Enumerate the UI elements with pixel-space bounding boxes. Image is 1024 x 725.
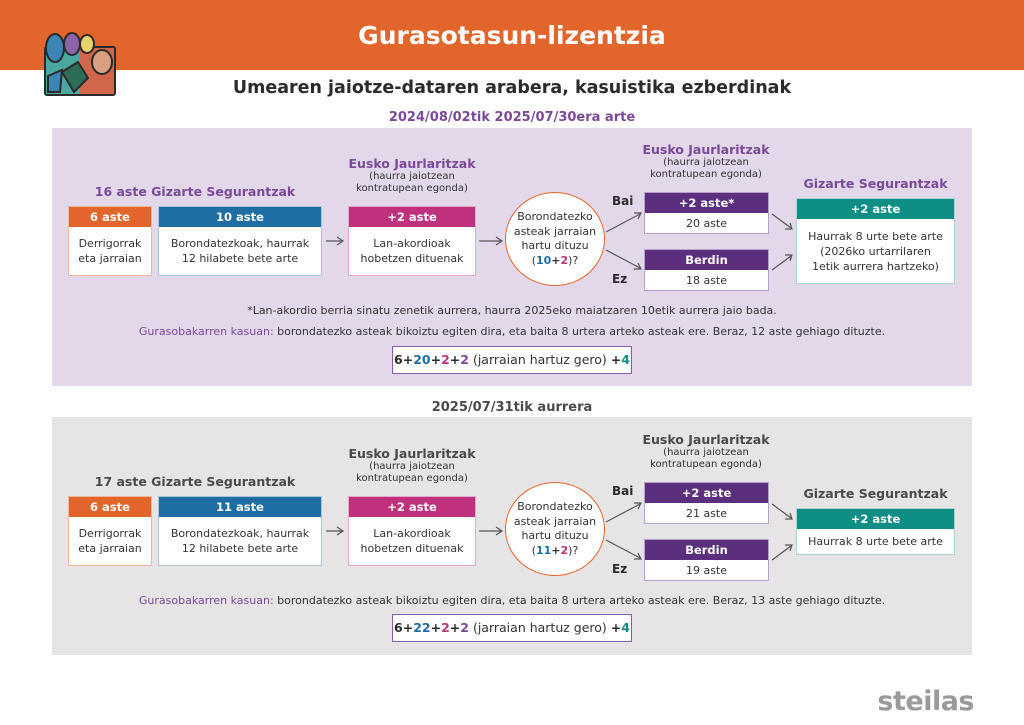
p2-box-no bbox=[644, 539, 769, 581]
p1-yes-label: Bai bbox=[612, 194, 634, 208]
p1-arrow-2 bbox=[478, 235, 504, 247]
p1-footnote: *Lan-akordio berria sinatu zenetik aurrera, haurra 2025eko maiatzaren 10etik aurrera jaio bada. bbox=[247, 304, 777, 317]
p2-box-yes bbox=[644, 482, 769, 524]
p2-box-no-body: 19 aste bbox=[685, 563, 728, 577]
p2-question-oval: Borondatezko asteak jarraian hartu dituzu (11+2)? bbox=[505, 482, 605, 576]
p2-gov-title: Eusko Jaurlaritzak (haurra jaiotzean kontratupean egonda) bbox=[348, 446, 476, 484]
p1-box-agreement-head: +2 aste bbox=[349, 207, 475, 227]
p1-box-yes bbox=[644, 192, 769, 234]
p1-box-no-head: Berdin bbox=[645, 250, 768, 270]
p2-arrow-1 bbox=[325, 525, 345, 537]
p2-box-agreement-head: +2 aste bbox=[349, 497, 475, 517]
p2-box-mandatory-head: 6 aste bbox=[69, 497, 151, 517]
p2-single-parent-note: Gurasobakarren kasuan: borondatezko asteak bikoiztu egiten dira, eta baita 8 urtera arteko asteak ere. Beraz, 13 aste gehiago dituzte. bbox=[138, 594, 886, 607]
p1-merge-arrows bbox=[771, 212, 795, 272]
subtitle: Umearen jaiotze-dataren arabera, kasuistika ezberdinak bbox=[232, 78, 792, 98]
p1-box-mandatory bbox=[68, 206, 152, 276]
p2-box-mandatory bbox=[68, 496, 152, 566]
page-title: Gurasotasun-lizentzia bbox=[358, 21, 666, 50]
p1-gov2-title: Eusko Jaurlaritzak (haurra jaiotzean kontratupean egonda) bbox=[642, 142, 770, 180]
p1-box-final-body: Haurrak 8 urte bete arte (2026ko urtarrilaren 1etik aurrera hartzeko) bbox=[808, 229, 943, 273]
p1-box-yes-head: +2 aste* bbox=[645, 193, 768, 213]
p2-box-yes-head: +2 aste bbox=[645, 483, 768, 503]
p2-box-agreement-body: Lan-akordioak hobetzen dituenak bbox=[360, 527, 464, 555]
p1-ss2-title: Gizarte Segurantzak bbox=[803, 176, 948, 191]
p2-branch-arrows bbox=[604, 500, 644, 564]
p1-gov-title: Eusko Jaurlaritzak (haurra jaiotzean kontratupean egonda) bbox=[348, 156, 476, 194]
p2-box-agreement bbox=[348, 496, 476, 566]
p1-no-label: Ez bbox=[612, 272, 628, 286]
p2-merge-arrows bbox=[771, 502, 795, 562]
p2-arrow-2 bbox=[478, 525, 504, 537]
p2-box-final-body: Haurrak 8 urte bete arte bbox=[808, 535, 943, 548]
period1-title: 2024/08/02tik 2025/07/30era arte bbox=[388, 110, 636, 125]
p1-box-final bbox=[796, 198, 955, 284]
p2-gov2-title: Eusko Jaurlaritzak (haurra jaiotzean kontratupean egonda) bbox=[642, 432, 770, 470]
p2-ss-group-title: 17 aste Gizarte Segurantzak bbox=[94, 474, 296, 489]
p2-box-no-head: Berdin bbox=[645, 540, 768, 560]
p1-single-parent-note: Gurasobakarren kasuan: borondatezko asteak bikoiztu egiten dira, eta baita 8 urtera arteko asteak ere. Beraz, 12 aste gehiago dituzte. bbox=[138, 325, 886, 338]
p1-box-voluntary-head: 10 aste bbox=[159, 207, 321, 227]
p2-box-voluntary-body: Borondatezkoak, haurrak 12 hilabete bete arte bbox=[170, 527, 310, 555]
p1-box-yes-body: 20 aste bbox=[685, 216, 728, 230]
p2-yes-label: Bai bbox=[612, 484, 634, 498]
p2-box-final-head: +2 aste bbox=[797, 509, 954, 529]
p1-branch-arrows bbox=[604, 210, 644, 274]
p1-arrow-1 bbox=[325, 235, 345, 247]
p2-box-voluntary bbox=[158, 496, 322, 566]
p1-box-voluntary-body: Borondatezkoak, haurrak 12 hilabete bete arte bbox=[170, 237, 310, 265]
p1-box-agreement bbox=[348, 206, 476, 276]
p1-box-no bbox=[644, 249, 769, 291]
p1-ss-group-title: 16 aste Gizarte Segurantzak bbox=[94, 184, 296, 199]
p2-ss2-title: Gizarte Segurantzak bbox=[803, 486, 948, 501]
p1-box-agreement-body: Lan-akordioak hobetzen dituenak bbox=[360, 237, 464, 265]
p1-box-mandatory-head: 6 aste bbox=[69, 207, 151, 227]
p2-formula: 6+22+2+2 (jarraian hartuz gero) +4 bbox=[392, 614, 632, 642]
p1-question-oval: Borondatezko asteak jarraian hartu dituzu (10+2)? bbox=[505, 192, 605, 286]
p1-formula: 6+20+2+2 (jarraian hartuz gero) +4 bbox=[392, 346, 632, 374]
p1-box-mandatory-body: Derrigorrak eta jarraian bbox=[78, 237, 142, 265]
p2-no-label: Ez bbox=[612, 562, 628, 576]
p1-box-voluntary bbox=[158, 206, 322, 276]
p2-box-yes-body: 21 aste bbox=[685, 506, 728, 520]
steilas-logo: steilas bbox=[877, 686, 974, 717]
period2-title: 2025/07/31tik aurrera bbox=[431, 400, 593, 415]
p2-box-voluntary-head: 11 aste bbox=[159, 497, 321, 517]
p1-box-no-body: 18 aste bbox=[685, 273, 728, 287]
p2-box-mandatory-body: Derrigorrak eta jarraian bbox=[78, 527, 142, 555]
p2-box-final bbox=[796, 508, 955, 555]
p1-box-final-head: +2 aste bbox=[797, 199, 954, 219]
